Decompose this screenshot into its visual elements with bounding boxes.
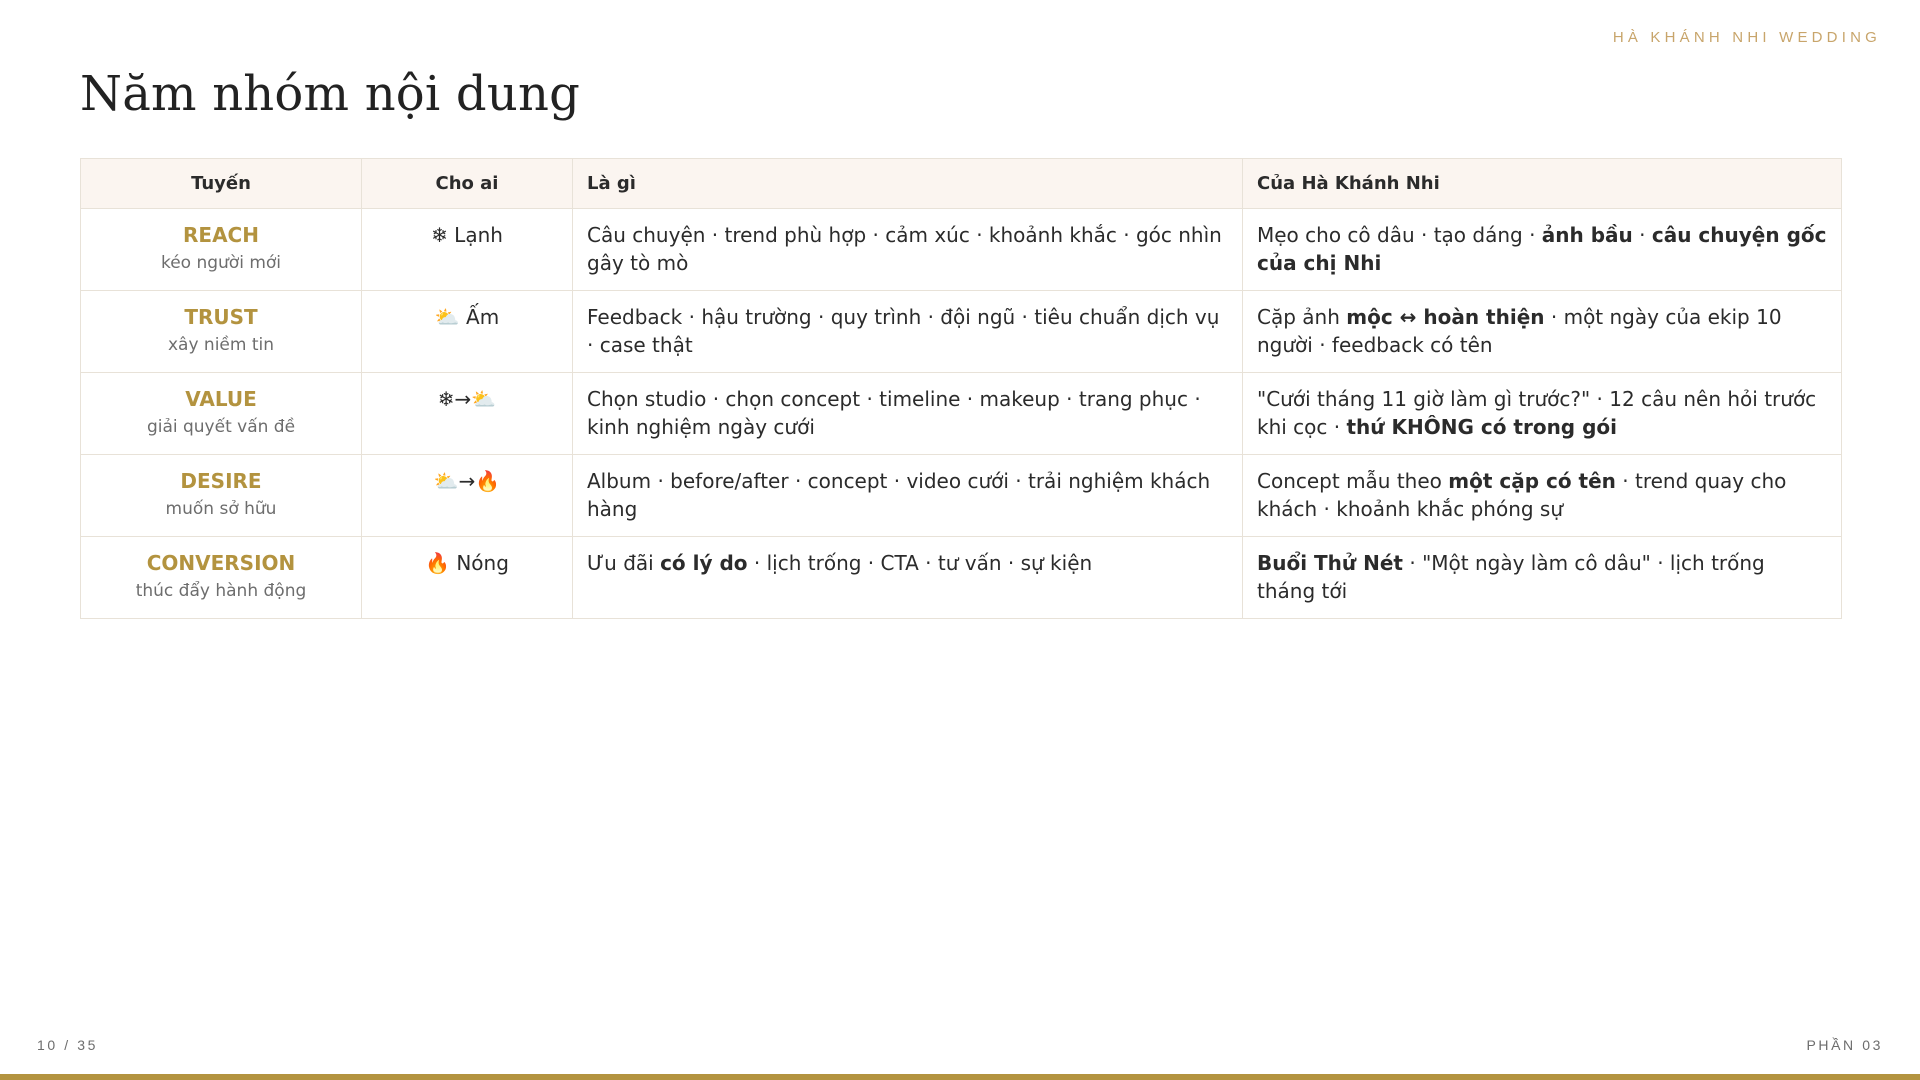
emphasis-text: Buổi Thử Nét	[1257, 551, 1403, 575]
route-cell	[81, 291, 362, 373]
emphasis-text: câu chuyện gốc của chị Nhi	[1257, 223, 1827, 275]
table-header-row	[81, 159, 1842, 209]
emphasis-text: có lý do	[660, 551, 748, 575]
emphasis-text: ảnh bầu	[1541, 223, 1633, 247]
brand-label: HÀ KHÁNH NHI WEDDING	[1612, 29, 1881, 46]
audience-cell: ❄ Lạnh	[362, 209, 573, 291]
brand-example-cell	[1243, 455, 1842, 537]
audience-cell: ⛅→🔥	[362, 455, 573, 537]
table-body	[81, 209, 1842, 619]
route-cell	[81, 209, 362, 291]
cell-text: Album · before/after · concept · video cưới · trải nghiệm khách hàng	[587, 469, 1211, 521]
what-cell	[573, 373, 1243, 455]
route-name: VALUE	[185, 387, 257, 411]
route-cell	[81, 537, 362, 619]
table-row	[81, 537, 1842, 619]
cell-text: · "Một ngày làm cô dâu" · lịch trống tháng tới	[1257, 551, 1765, 603]
cell-text: · trend quay cho khách · khoảnh khắc phóng sự	[1257, 469, 1787, 521]
route-subtitle: giải quyết vấn đề	[146, 417, 296, 437]
cell-text: "Cưới tháng 11 giờ làm gì trước?" · 12 câu nên hỏi trước khi cọc ·	[1257, 387, 1817, 439]
brand-example-cell	[1243, 291, 1842, 373]
route-cell	[81, 455, 362, 537]
audience-cell: ⛅ Ấm	[362, 291, 573, 373]
what-cell	[573, 537, 1243, 619]
cell-text: · một ngày của ekip 10 người · feedback có tên	[1257, 305, 1782, 357]
route-subtitle: kéo người mới	[160, 253, 282, 273]
audience-cell: ❄→⛅	[362, 373, 573, 455]
cell-text: Concept mẫu theo	[1257, 469, 1449, 493]
route-subtitle: xây niềm tin	[167, 335, 275, 355]
what-cell	[573, 209, 1243, 291]
emphasis-text: một cặp có tên	[1448, 469, 1616, 493]
cell-text: Chọn studio · chọn concept · timeline · makeup · trang phục · kinh nghiệm ngày cưới	[587, 387, 1201, 439]
cell-text: Cặp ảnh	[1257, 305, 1347, 329]
cell-text: Câu chuyện · trend phù hợp · cảm xúc · khoảnh khắc · góc nhìn gây tò mò	[587, 223, 1222, 275]
route-cell	[81, 373, 362, 455]
cell-text: Mẹo cho cô dâu · tạo dáng ·	[1257, 223, 1542, 247]
brand-example-cell	[1243, 209, 1842, 291]
route-name: DESIRE	[180, 469, 262, 493]
route-name: REACH	[183, 223, 259, 247]
cell-text: Feedback · hậu trường · quy trình · đội ngũ · tiêu chuẩn dịch vụ · case thật	[587, 305, 1220, 357]
brand-example-cell	[1243, 537, 1842, 619]
what-cell	[573, 455, 1243, 537]
table-row	[81, 455, 1842, 537]
what-cell	[573, 291, 1243, 373]
bottom-accent-bar	[0, 1074, 1920, 1080]
header-audience: Cho ai	[362, 159, 573, 209]
route-name: TRUST	[184, 305, 258, 329]
route-subtitle: muốn sở hữu	[165, 499, 277, 519]
header-route: Tuyến	[81, 159, 362, 209]
table-row	[81, 291, 1842, 373]
page-number: 10 / 35	[37, 1037, 99, 1053]
table-row	[81, 209, 1842, 291]
cell-text: Ưu đãi	[587, 551, 661, 575]
section-label: PHẦN 03	[1806, 1037, 1883, 1053]
header-what: Là gì	[573, 159, 1243, 209]
page-title: Năm nhóm nội dung	[80, 66, 580, 122]
cell-text: · lịch trống · CTA · tư vấn · sự kiện	[747, 551, 1093, 575]
route-subtitle: thúc đẩy hành động	[135, 581, 307, 601]
header-brand: Của Hà Khánh Nhi	[1243, 159, 1842, 209]
brand-example-cell	[1243, 373, 1842, 455]
table-row	[81, 373, 1842, 455]
emphasis-text: thứ KHÔNG có trong gói	[1346, 415, 1617, 439]
audience-cell: 🔥 Nóng	[362, 537, 573, 619]
route-name: CONVERSION	[146, 551, 296, 575]
cell-text: ·	[1632, 223, 1652, 247]
content-table	[80, 158, 1842, 619]
emphasis-text: mộc ↔ hoàn thiện	[1346, 305, 1545, 329]
